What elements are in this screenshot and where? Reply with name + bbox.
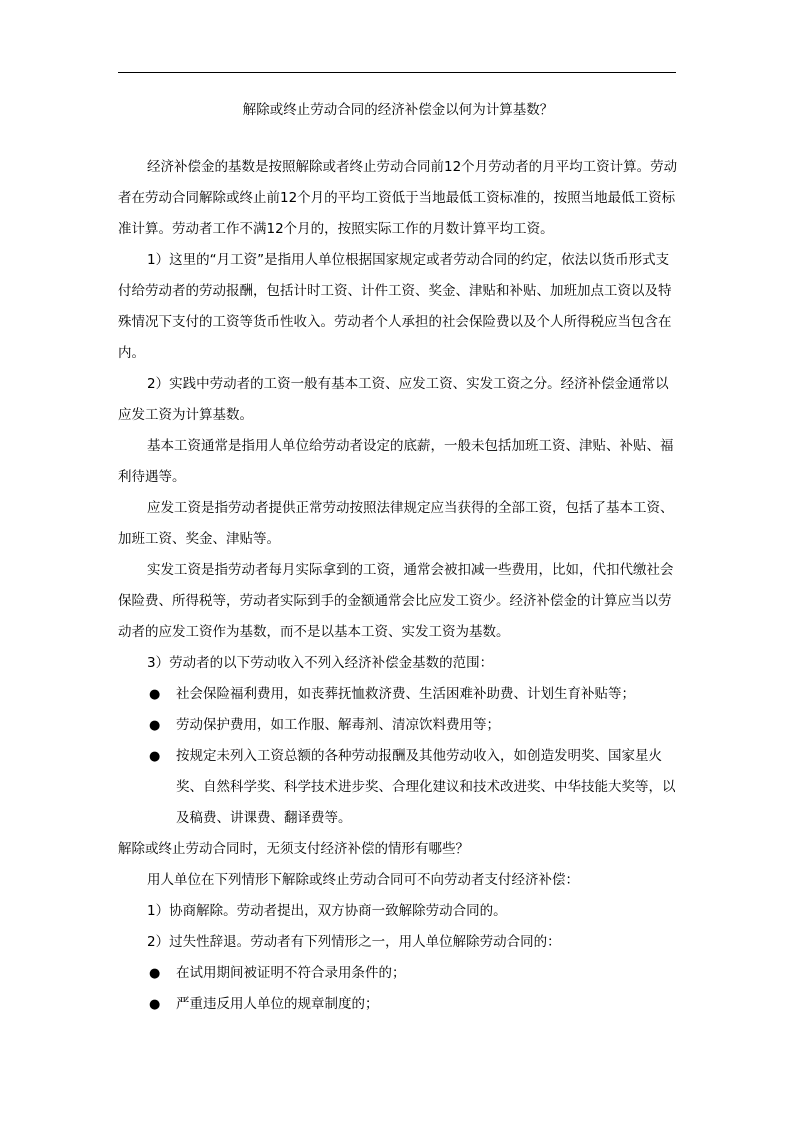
bullet-icon: ● <box>149 997 161 1012</box>
paragraph-excluded-income: 3）劳动者的以下劳动收入不列入经济补偿金基数的范围： <box>147 655 494 671</box>
paragraph-wage-types: 2）实践中劳动者的工资一般有基本工资、应发工资、实发工资之分。经济补偿金通常以应发工资为计算基数。 <box>118 376 669 423</box>
list-item <box>118 958 678 989</box>
bullet-icon: ● <box>149 966 161 981</box>
paragraph-no-compensation: 用人单位在下列情形下解除或终止劳动合同可不向劳动者支付经济补偿： <box>147 872 579 888</box>
bullet-icon: ● <box>149 749 161 764</box>
section-heading: 解除或终止劳动合同时，无须支付经济补偿的情形有哪些？ <box>118 841 469 857</box>
list-item-text: 劳动保护费用，如工作服、解毒剂、清凉饮料费用等； <box>176 717 500 733</box>
list-item-text: 在试用期间被证明不符合录用条件的； <box>176 965 406 981</box>
paragraph-basic-wage: 基本工资通常是指用人单位给劳动者设定的底薪，一般未包括加班工资、津贴、补贴、福利待遇等。 <box>118 438 674 485</box>
header-rule <box>118 72 676 73</box>
document-body <box>118 100 678 1020</box>
paragraph-gross-wage: 应发工资是指劳动者提供正常劳动按照法律规定应当获得的全部工资，包括了基本工资、加班工资、奖金、津贴等。 <box>118 500 674 547</box>
list-item-text: 按规定未列入工资总额的各种劳动报酬及其他劳动收入，如创造发明奖、国家星火奖、自然科学奖、科学技术进步奖、合理化建议和技术改进奖、中华技能大奖等，以及稿费、讲课费、翻译费等。 <box>176 748 676 826</box>
list-item-text: 严重违反用人单位的规章制度的； <box>176 996 379 1012</box>
list-item <box>118 741 678 834</box>
list-item-text: 社会保险福利费用，如丧葬抚恤救济费、生活困难补助费、计划生育补贴等； <box>176 686 635 702</box>
list-item <box>118 989 678 1020</box>
paragraph-monthly-wage: 1）这里的“月工资”是指用人单位根据国家规定或者劳动合同的约定，依法以货币形式支付给劳动者的劳动报酬，包括计时工资、计件工资、奖金、津贴和补贴、加班加点工资以及特殊情况下支付的工资等货币性收入。劳动者个人承担的社会保险费以及个人所得税应当包含在内。 <box>118 252 672 361</box>
document-title: 解除或终止劳动合同的经济补偿金以何为计算基数？ <box>242 102 554 118</box>
paragraph-fault-dismissal: 2）过失性辞退。劳动者有下列情形之一，用人单位解除劳动合同的： <box>147 934 561 950</box>
list-item <box>118 679 678 710</box>
list-item <box>118 710 678 741</box>
bullet-icon: ● <box>149 687 161 702</box>
bullet-icon: ● <box>149 718 161 733</box>
paragraph-mutual-termination: 1）协商解除。劳动者提出，双方协商一致解除劳动合同的。 <box>147 903 507 919</box>
paragraph-base: 经济补偿金的基数是按照解除或者终止劳动合同前12个月劳动者的月平均工资计算。劳动者在劳动合同解除或终止前12个月的平均工资低于当地最低工资标准的，按照当地最低工资标准计算。劳动者工作不满12个月的，按照实际工作的月数计算平均工资。 <box>118 159 678 237</box>
paragraph-net-wage: 实发工资是指劳动者每月实际拿到的工资，通常会被扣减一些费用，比如，代扣代缴社会保险费、所得税等，劳动者实际到手的金额通常会比应发工资少。经济补偿金的计算应当以劳动者的应发工资作为基数，而不是以基本工资、实发工资为基数。 <box>118 562 674 640</box>
